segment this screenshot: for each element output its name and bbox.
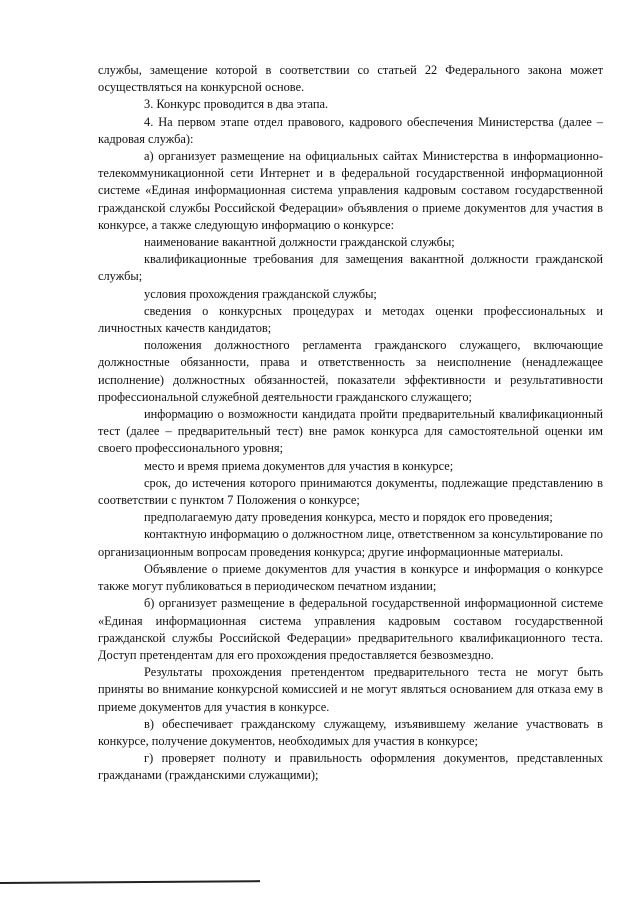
paragraph: 4. На первом этапе отдел правового, кадрового обеспечения Министерства (далее – кадровая служба): <box>98 114 603 146</box>
paragraph: в) обеспечивает гражданскому служащему, изъявившему желание участвовать в конкурсе, получение документов, необходимых для участия в конкурсе; <box>98 716 603 748</box>
paragraph: а) организует размещение на официальных сайтах Министерства в информационно-телекоммуникационной сети Интернет и в федеральной государственной информационной системе «Единая информационная система управления кадровым составом государственной гражданской службы Российской Федерации» объявления о приеме документов для участия в конкурсе, а также следующую информацию о конкурсе: <box>98 149 603 232</box>
paragraph: 3. Конкурс проводится в два этапа. <box>144 97 329 112</box>
paragraph: г) проверяет полноту и правильность оформления документов, представленных гражданами (гражданскими служащими); <box>98 751 603 783</box>
paragraph: предполагаемую дату проведения конкурса, место и порядок его проведения; <box>144 510 553 525</box>
paragraph: Результаты прохождения претендентом предварительного теста не могут быть приняты во внимание конкурсной комиссией и не могут являться основанием для отказа ему в приеме документов для участия в конкурсе. <box>98 665 603 714</box>
paragraph: б) организует размещение в федеральной государственной информационной системе «Единая информационная система управления кадровым составом государственной гражданской службы Российской Федерации» предварительного квалификационного теста. Доступ претендентам для его прохождения предоставляется безвозмездно. <box>98 596 603 662</box>
paragraph: сведения о конкурсных процедурах и методах оценки профессиональных и личностных качеств кандидатов; <box>98 303 603 336</box>
paragraph: наименование вакантной должности гражданской службы; <box>144 235 455 250</box>
paragraph: квалификационные требования для замещения вакантной должности гражданской службы; <box>98 252 603 284</box>
document-page <box>98 62 603 785</box>
paragraph: службы, замещение которой в соответствии со статьей 22 Федерального закона может осуществляться на конкурсной основе. <box>98 63 603 95</box>
paragraph: условия прохождения гражданской службы; <box>144 286 377 301</box>
paragraph: срок, до истечения которого принимаются документы, подлежащие представлению в соответствии с пунктом 7 Положения о конкурсе; <box>98 475 603 508</box>
paragraph: информацию о возможности кандидата пройти предварительный квалификационный тест (далее – предварительный тест) вне рамок конкурса для самостоятельной оценки им своего профессионального уровня; <box>98 407 603 456</box>
paragraph: положения должностного регламента гражданского служащего, включающие должностные обязанности, права и ответственность за неисполнение (ненадлежащее исполнение) должностных обязанностей, показатели эффективности и результативности профессиональной служебной деятельности гражданского служащего; <box>98 338 603 404</box>
paragraph: место и время приема документов для участия в конкурсе; <box>144 458 454 473</box>
paragraph: контактную информацию о должностном лице, ответственном за консультирование по организационным вопросам проведения конкурса; другие информационные материалы. <box>98 527 603 559</box>
paragraph: Объявление о приеме документов для участия в конкурсе и информация о конкурсе также могут публиковаться в периодическом печатном издании; <box>98 561 603 594</box>
scan-edge-line <box>0 880 260 884</box>
